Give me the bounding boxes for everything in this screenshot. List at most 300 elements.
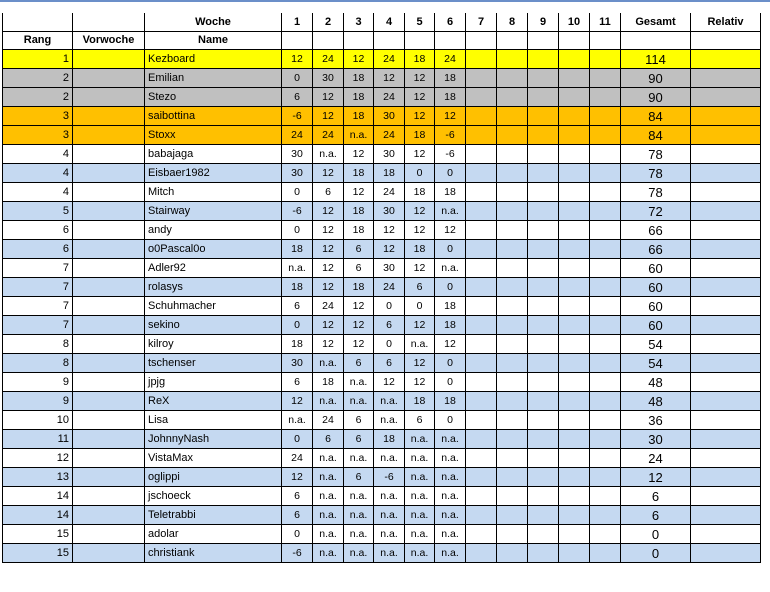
week-6-cell[interactable]: n.a. [435, 525, 466, 544]
week-2-cell[interactable]: 18 [313, 373, 344, 392]
vorwoche-cell[interactable] [73, 525, 145, 544]
relativ-cell[interactable] [691, 411, 761, 430]
week-11-cell[interactable] [590, 221, 621, 240]
week-9-cell[interactable] [528, 544, 559, 563]
week-6-cell[interactable]: 24 [435, 50, 466, 69]
week-3-cell[interactable]: 12 [344, 316, 374, 335]
week-6-cell[interactable]: -6 [435, 145, 466, 164]
week-2-cell[interactable]: n.a. [313, 468, 344, 487]
week-5-cell[interactable]: 12 [405, 354, 435, 373]
week-10-cell[interactable] [559, 145, 590, 164]
week-3-cell[interactable]: 18 [344, 69, 374, 88]
week-1-cell[interactable]: 30 [282, 354, 313, 373]
rank-cell[interactable]: 6 [3, 221, 73, 240]
week-7-cell[interactable] [466, 392, 497, 411]
rank-cell[interactable]: 13 [3, 468, 73, 487]
week-5-cell[interactable]: 12 [405, 221, 435, 240]
week-3-cell[interactable]: 18 [344, 278, 374, 297]
week-2-cell[interactable]: 24 [313, 411, 344, 430]
week-11-cell[interactable] [590, 449, 621, 468]
week-9-cell[interactable] [528, 297, 559, 316]
relativ-cell[interactable] [691, 487, 761, 506]
week-5-cell[interactable]: n.a. [405, 449, 435, 468]
week-9-cell[interactable] [528, 316, 559, 335]
rank-cell[interactable]: 8 [3, 354, 73, 373]
week-7-cell[interactable] [466, 107, 497, 126]
gesamt-cell[interactable]: 90 [621, 88, 691, 107]
week-9-cell[interactable] [528, 430, 559, 449]
week-4-cell[interactable]: 12 [374, 373, 405, 392]
week-6-cell[interactable]: n.a. [435, 202, 466, 221]
week-8-cell[interactable] [497, 430, 528, 449]
week-11-cell[interactable] [590, 316, 621, 335]
week-10-cell[interactable] [559, 411, 590, 430]
week-6-cell[interactable]: n.a. [435, 544, 466, 563]
week-2-cell[interactable]: n.a. [313, 544, 344, 563]
gesamt-cell[interactable]: 48 [621, 373, 691, 392]
rank-cell[interactable]: 5 [3, 202, 73, 221]
week-5-cell[interactable]: 18 [405, 50, 435, 69]
rank-cell[interactable]: 9 [3, 373, 73, 392]
rank-cell[interactable]: 15 [3, 544, 73, 563]
week-5-cell[interactable]: 0 [405, 297, 435, 316]
week-9-cell[interactable] [528, 449, 559, 468]
week-5-cell[interactable]: n.a. [405, 525, 435, 544]
week-8-cell[interactable] [497, 373, 528, 392]
week-5-cell[interactable]: 12 [405, 259, 435, 278]
gesamt-cell[interactable]: 12 [621, 468, 691, 487]
week-1-cell[interactable]: -6 [282, 107, 313, 126]
vorwoche-cell[interactable] [73, 164, 145, 183]
relativ-cell[interactable] [691, 50, 761, 69]
week-3-cell[interactable]: 6 [344, 430, 374, 449]
week-1-cell[interactable]: n.a. [282, 411, 313, 430]
week-9-cell[interactable] [528, 221, 559, 240]
week-8-cell[interactable] [497, 506, 528, 525]
week-3-cell[interactable]: 6 [344, 240, 374, 259]
week-7-cell[interactable] [466, 221, 497, 240]
week-7-cell[interactable] [466, 69, 497, 88]
week-11-cell[interactable] [590, 50, 621, 69]
week-10-cell[interactable] [559, 259, 590, 278]
week-8-cell[interactable] [497, 411, 528, 430]
vorwoche-cell[interactable] [73, 50, 145, 69]
week-11-cell[interactable] [590, 544, 621, 563]
week-1-cell[interactable]: 12 [282, 392, 313, 411]
week-5-cell[interactable]: 18 [405, 126, 435, 145]
name-cell[interactable]: Adler92 [145, 259, 282, 278]
week-6-cell[interactable]: 18 [435, 316, 466, 335]
week-3-cell[interactable]: n.a. [344, 449, 374, 468]
vorwoche-cell[interactable] [73, 145, 145, 164]
name-cell[interactable]: oglippi [145, 468, 282, 487]
week-10-cell[interactable] [559, 69, 590, 88]
relativ-cell[interactable] [691, 221, 761, 240]
week-3-cell[interactable]: 12 [344, 297, 374, 316]
week-11-cell[interactable] [590, 88, 621, 107]
vorwoche-cell[interactable] [73, 335, 145, 354]
week-11-cell[interactable] [590, 69, 621, 88]
rank-cell[interactable]: 7 [3, 297, 73, 316]
week-2-cell[interactable]: n.a. [313, 487, 344, 506]
week-1-cell[interactable]: -6 [282, 202, 313, 221]
week-7-cell[interactable] [466, 202, 497, 221]
week-11-cell[interactable] [590, 240, 621, 259]
week-8-cell[interactable] [497, 50, 528, 69]
rank-cell[interactable]: 2 [3, 88, 73, 107]
week-5-cell[interactable]: n.a. [405, 506, 435, 525]
week-7-cell[interactable] [466, 259, 497, 278]
week-4-cell[interactable]: 18 [374, 164, 405, 183]
week-8-cell[interactable] [497, 487, 528, 506]
week-1-cell[interactable]: 0 [282, 316, 313, 335]
week-5-cell[interactable]: n.a. [405, 544, 435, 563]
rank-cell[interactable]: 4 [3, 183, 73, 202]
week-10-cell[interactable] [559, 221, 590, 240]
week-4-cell[interactable]: 30 [374, 202, 405, 221]
relativ-cell[interactable] [691, 278, 761, 297]
week-2-cell[interactable]: 12 [313, 278, 344, 297]
week-1-cell[interactable]: 30 [282, 145, 313, 164]
rank-cell[interactable]: 8 [3, 335, 73, 354]
week-2-cell[interactable]: 24 [313, 50, 344, 69]
relativ-cell[interactable] [691, 525, 761, 544]
week-10-cell[interactable] [559, 316, 590, 335]
vorwoche-cell[interactable] [73, 354, 145, 373]
week-2-cell[interactable]: n.a. [313, 449, 344, 468]
week-3-cell[interactable]: 12 [344, 50, 374, 69]
week-5-cell[interactable]: 12 [405, 373, 435, 392]
rank-cell[interactable]: 4 [3, 145, 73, 164]
week-2-cell[interactable]: 12 [313, 164, 344, 183]
week-2-cell[interactable]: 12 [313, 88, 344, 107]
gesamt-cell[interactable]: 84 [621, 107, 691, 126]
week-3-cell[interactable]: n.a. [344, 544, 374, 563]
week-8-cell[interactable] [497, 544, 528, 563]
week-2-cell[interactable]: 12 [313, 259, 344, 278]
week-1-cell[interactable]: 6 [282, 506, 313, 525]
week-2-cell[interactable]: 12 [313, 316, 344, 335]
week-6-cell[interactable]: 18 [435, 88, 466, 107]
week-4-cell[interactable]: 12 [374, 69, 405, 88]
gesamt-cell[interactable]: 6 [621, 487, 691, 506]
week-1-cell[interactable]: 6 [282, 487, 313, 506]
rank-cell[interactable]: 3 [3, 126, 73, 145]
relativ-cell[interactable] [691, 316, 761, 335]
week-7-cell[interactable] [466, 240, 497, 259]
rank-cell[interactable]: 7 [3, 278, 73, 297]
week-4-cell[interactable]: 24 [374, 278, 405, 297]
gesamt-cell[interactable]: 60 [621, 316, 691, 335]
week-8-cell[interactable] [497, 297, 528, 316]
week-11-cell[interactable] [590, 525, 621, 544]
vorwoche-cell[interactable] [73, 69, 145, 88]
gesamt-cell[interactable]: 78 [621, 145, 691, 164]
week-10-cell[interactable] [559, 107, 590, 126]
week-7-cell[interactable] [466, 468, 497, 487]
rank-cell[interactable]: 9 [3, 392, 73, 411]
week-10-cell[interactable] [559, 335, 590, 354]
name-cell[interactable]: Kezboard [145, 50, 282, 69]
relativ-cell[interactable] [691, 354, 761, 373]
week-1-cell[interactable]: 12 [282, 50, 313, 69]
week-9-cell[interactable] [528, 411, 559, 430]
week-9-cell[interactable] [528, 107, 559, 126]
week-1-cell[interactable]: 18 [282, 278, 313, 297]
week-9-cell[interactable] [528, 202, 559, 221]
name-cell[interactable]: Mitch [145, 183, 282, 202]
week-10-cell[interactable] [559, 164, 590, 183]
week-9-cell[interactable] [528, 183, 559, 202]
week-2-cell[interactable]: n.a. [313, 354, 344, 373]
week-6-cell[interactable]: 0 [435, 373, 466, 392]
week-4-cell[interactable]: 12 [374, 240, 405, 259]
week-11-cell[interactable] [590, 126, 621, 145]
week-3-cell[interactable]: n.a. [344, 373, 374, 392]
week-2-cell[interactable]: n.a. [313, 145, 344, 164]
week-6-cell[interactable]: 12 [435, 107, 466, 126]
week-5-cell[interactable]: 6 [405, 411, 435, 430]
name-cell[interactable]: Emilian [145, 69, 282, 88]
week-4-cell[interactable]: n.a. [374, 544, 405, 563]
name-cell[interactable]: Lisa [145, 411, 282, 430]
week-9-cell[interactable] [528, 164, 559, 183]
week-1-cell[interactable]: 0 [282, 430, 313, 449]
week-3-cell[interactable]: 6 [344, 468, 374, 487]
vorwoche-cell[interactable] [73, 202, 145, 221]
relativ-cell[interactable] [691, 259, 761, 278]
name-cell[interactable]: adolar [145, 525, 282, 544]
vorwoche-cell[interactable] [73, 506, 145, 525]
week-5-cell[interactable]: 18 [405, 392, 435, 411]
relativ-cell[interactable] [691, 107, 761, 126]
week-2-cell[interactable]: 30 [313, 69, 344, 88]
week-7-cell[interactable] [466, 50, 497, 69]
week-3-cell[interactable]: 18 [344, 221, 374, 240]
week-9-cell[interactable] [528, 487, 559, 506]
week-11-cell[interactable] [590, 487, 621, 506]
week-7-cell[interactable] [466, 183, 497, 202]
week-10-cell[interactable] [559, 430, 590, 449]
week-11-cell[interactable] [590, 506, 621, 525]
week-11-cell[interactable] [590, 373, 621, 392]
gesamt-cell[interactable]: 48 [621, 392, 691, 411]
name-cell[interactable]: kilroy [145, 335, 282, 354]
gesamt-cell[interactable]: 54 [621, 335, 691, 354]
vorwoche-cell[interactable] [73, 88, 145, 107]
week-4-cell[interactable]: n.a. [374, 487, 405, 506]
week-5-cell[interactable]: 12 [405, 107, 435, 126]
week-4-cell[interactable]: 30 [374, 145, 405, 164]
week-9-cell[interactable] [528, 354, 559, 373]
week-6-cell[interactable]: 0 [435, 240, 466, 259]
week-6-cell[interactable]: 0 [435, 164, 466, 183]
week-6-cell[interactable]: -6 [435, 126, 466, 145]
week-11-cell[interactable] [590, 297, 621, 316]
week-9-cell[interactable] [528, 240, 559, 259]
week-8-cell[interactable] [497, 126, 528, 145]
gesamt-cell[interactable]: 84 [621, 126, 691, 145]
relativ-cell[interactable] [691, 373, 761, 392]
name-cell[interactable]: JohnnyNash [145, 430, 282, 449]
week-8-cell[interactable] [497, 335, 528, 354]
week-6-cell[interactable]: n.a. [435, 430, 466, 449]
week-10-cell[interactable] [559, 449, 590, 468]
relativ-cell[interactable] [691, 544, 761, 563]
week-7-cell[interactable] [466, 278, 497, 297]
week-8-cell[interactable] [497, 88, 528, 107]
name-cell[interactable]: andy [145, 221, 282, 240]
week-4-cell[interactable]: 24 [374, 183, 405, 202]
week-9-cell[interactable] [528, 88, 559, 107]
vorwoche-cell[interactable] [73, 126, 145, 145]
week-10-cell[interactable] [559, 183, 590, 202]
week-4-cell[interactable]: n.a. [374, 392, 405, 411]
week-3-cell[interactable]: 6 [344, 354, 374, 373]
week-8-cell[interactable] [497, 164, 528, 183]
week-8-cell[interactable] [497, 107, 528, 126]
week-5-cell[interactable]: 12 [405, 88, 435, 107]
week-8-cell[interactable] [497, 183, 528, 202]
week-4-cell[interactable]: 24 [374, 50, 405, 69]
rank-cell[interactable]: 12 [3, 449, 73, 468]
week-10-cell[interactable] [559, 278, 590, 297]
week-6-cell[interactable]: 12 [435, 335, 466, 354]
rank-cell[interactable]: 11 [3, 430, 73, 449]
week-9-cell[interactable] [528, 278, 559, 297]
week-5-cell[interactable]: 18 [405, 183, 435, 202]
week-7-cell[interactable] [466, 373, 497, 392]
week-4-cell[interactable]: n.a. [374, 506, 405, 525]
week-11-cell[interactable] [590, 411, 621, 430]
week-11-cell[interactable] [590, 259, 621, 278]
vorwoche-cell[interactable] [73, 449, 145, 468]
week-8-cell[interactable] [497, 259, 528, 278]
week-5-cell[interactable]: 18 [405, 240, 435, 259]
week-4-cell[interactable]: 0 [374, 335, 405, 354]
name-cell[interactable]: Eisbaer1982 [145, 164, 282, 183]
rank-cell[interactable]: 2 [3, 69, 73, 88]
week-2-cell[interactable]: n.a. [313, 392, 344, 411]
name-cell[interactable]: o0Pascal0o [145, 240, 282, 259]
week-11-cell[interactable] [590, 354, 621, 373]
gesamt-cell[interactable]: 60 [621, 278, 691, 297]
week-10-cell[interactable] [559, 88, 590, 107]
week-2-cell[interactable]: 12 [313, 202, 344, 221]
week-10-cell[interactable] [559, 50, 590, 69]
week-7-cell[interactable] [466, 430, 497, 449]
week-5-cell[interactable]: 12 [405, 69, 435, 88]
name-cell[interactable]: Teletrabbi [145, 506, 282, 525]
week-9-cell[interactable] [528, 335, 559, 354]
week-6-cell[interactable]: 0 [435, 411, 466, 430]
week-7-cell[interactable] [466, 126, 497, 145]
relativ-cell[interactable] [691, 202, 761, 221]
week-4-cell[interactable]: 18 [374, 430, 405, 449]
relativ-cell[interactable] [691, 449, 761, 468]
gesamt-cell[interactable]: 114 [621, 50, 691, 69]
relativ-cell[interactable] [691, 164, 761, 183]
week-1-cell[interactable]: 0 [282, 69, 313, 88]
week-2-cell[interactable]: n.a. [313, 525, 344, 544]
week-7-cell[interactable] [466, 487, 497, 506]
name-cell[interactable]: Schuhmacher [145, 297, 282, 316]
week-10-cell[interactable] [559, 487, 590, 506]
week-1-cell[interactable]: 30 [282, 164, 313, 183]
week-7-cell[interactable] [466, 544, 497, 563]
gesamt-cell[interactable]: 66 [621, 240, 691, 259]
week-2-cell[interactable]: 12 [313, 240, 344, 259]
gesamt-cell[interactable]: 66 [621, 221, 691, 240]
week-1-cell[interactable]: 6 [282, 297, 313, 316]
week-4-cell[interactable]: 12 [374, 221, 405, 240]
name-cell[interactable]: rolasys [145, 278, 282, 297]
week-3-cell[interactable]: 18 [344, 164, 374, 183]
week-7-cell[interactable] [466, 316, 497, 335]
relativ-cell[interactable] [691, 240, 761, 259]
week-5-cell[interactable]: 12 [405, 202, 435, 221]
name-cell[interactable]: sekino [145, 316, 282, 335]
name-cell[interactable]: jpjg [145, 373, 282, 392]
rank-cell[interactable]: 7 [3, 259, 73, 278]
week-11-cell[interactable] [590, 430, 621, 449]
week-7-cell[interactable] [466, 354, 497, 373]
week-11-cell[interactable] [590, 145, 621, 164]
week-3-cell[interactable]: 6 [344, 259, 374, 278]
vorwoche-cell[interactable] [73, 544, 145, 563]
vorwoche-cell[interactable] [73, 278, 145, 297]
week-3-cell[interactable]: n.a. [344, 506, 374, 525]
gesamt-cell[interactable]: 6 [621, 506, 691, 525]
week-9-cell[interactable] [528, 525, 559, 544]
week-9-cell[interactable] [528, 373, 559, 392]
vorwoche-cell[interactable] [73, 373, 145, 392]
gesamt-cell[interactable]: 54 [621, 354, 691, 373]
rank-cell[interactable]: 14 [3, 487, 73, 506]
rank-cell[interactable]: 10 [3, 411, 73, 430]
week-3-cell[interactable]: n.a. [344, 525, 374, 544]
gesamt-cell[interactable]: 72 [621, 202, 691, 221]
week-6-cell[interactable]: n.a. [435, 506, 466, 525]
week-10-cell[interactable] [559, 240, 590, 259]
relativ-cell[interactable] [691, 430, 761, 449]
week-1-cell[interactable]: -6 [282, 544, 313, 563]
vorwoche-cell[interactable] [73, 221, 145, 240]
vorwoche-cell[interactable] [73, 183, 145, 202]
week-5-cell[interactable]: n.a. [405, 487, 435, 506]
week-3-cell[interactable]: 12 [344, 183, 374, 202]
week-7-cell[interactable] [466, 449, 497, 468]
rank-cell[interactable]: 4 [3, 164, 73, 183]
name-cell[interactable]: saibottina [145, 107, 282, 126]
week-10-cell[interactable] [559, 506, 590, 525]
week-4-cell[interactable]: 30 [374, 259, 405, 278]
week-2-cell[interactable]: n.a. [313, 506, 344, 525]
week-2-cell[interactable]: 12 [313, 335, 344, 354]
week-11-cell[interactable] [590, 107, 621, 126]
week-11-cell[interactable] [590, 164, 621, 183]
week-1-cell[interactable]: 0 [282, 221, 313, 240]
week-11-cell[interactable] [590, 335, 621, 354]
week-7-cell[interactable] [466, 335, 497, 354]
rank-cell[interactable]: 14 [3, 506, 73, 525]
week-6-cell[interactable]: 18 [435, 183, 466, 202]
week-7-cell[interactable] [466, 297, 497, 316]
week-6-cell[interactable]: 0 [435, 278, 466, 297]
week-1-cell[interactable]: 12 [282, 468, 313, 487]
gesamt-cell[interactable]: 78 [621, 183, 691, 202]
week-1-cell[interactable]: 0 [282, 525, 313, 544]
